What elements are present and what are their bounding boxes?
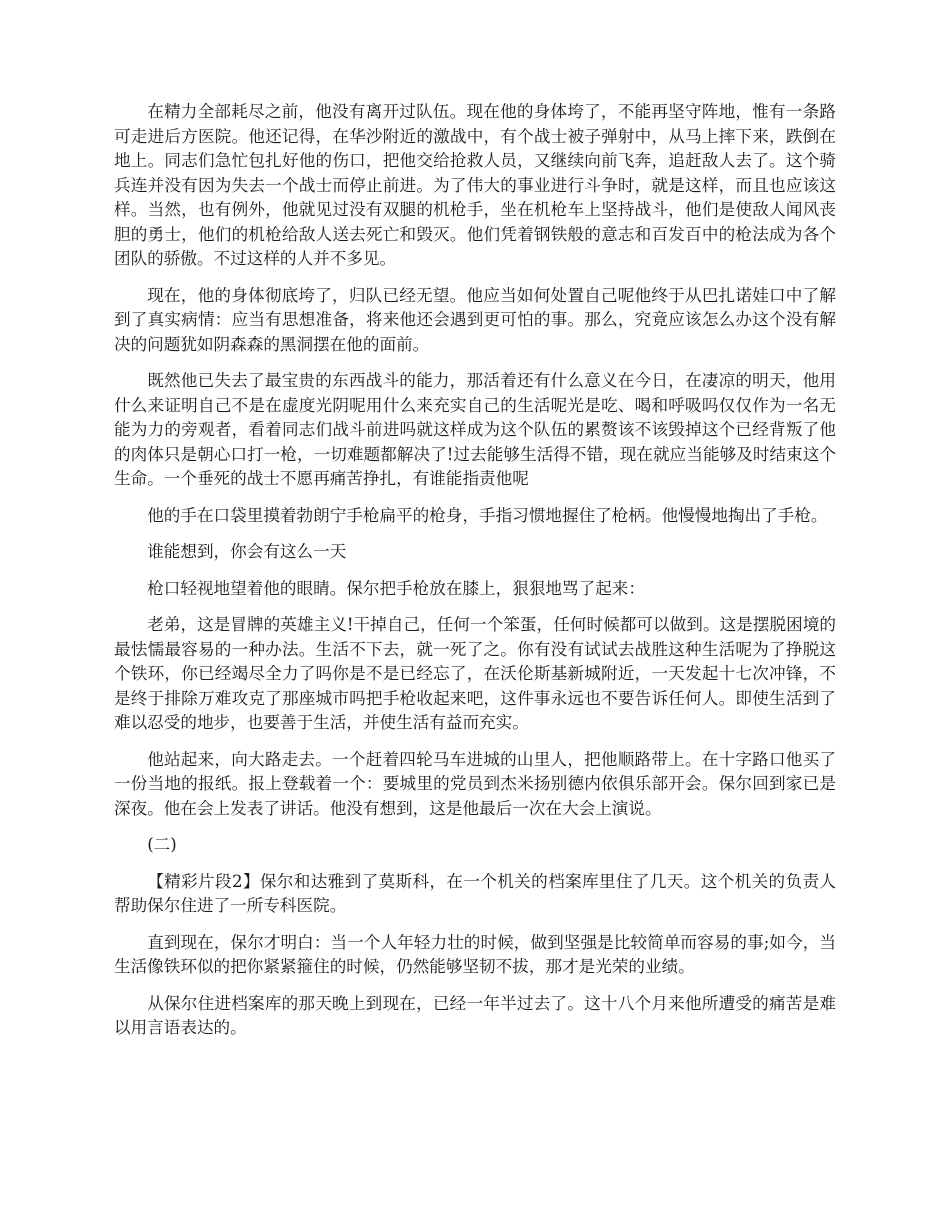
paragraph-2: 现在，他的身体彻底垮了，归队已经无望。他应当如何处置自己呢他终于从巴扎诺娃口中了解到了真实病情：应当有思想准备，将来他还会遇到更可怕的事。那么，究竟应该怎么办这个没有解决的问题犹如阴森森的黑洞摆在他的面前。 xyxy=(114,285,836,354)
paragraph-1: 在精力全部耗尽之前，他没有离开过队伍。现在他的身体垮了，不能再坚守阵地，惟有一条路可走进后方医院。他还记得，在华沙附近的激战中，有个战士被子弹射中，从马上摔下来，跌倒在地上。同志们急忙包扎好他的伤口，把他交给抢救人员，又继续向前飞奔，追赶敌人去了。这个骑兵连并没有因为失去一个战士而停止前进。为了伟大的事业进行斗争时，就是这样，而且也应该这样。当然，也有例外，他就见过没有双腿的机枪手，坐在机枪车上坚持战斗，他们是使敌人闻风丧胆的勇士，他们的机枪给敌人送去死亡和毁灭。他们凭着钢铁般的意志和百发百中的枪法成为各个团队的骄傲。不过这样的人并不多见。 xyxy=(114,102,836,268)
paragraph-9: 【精彩片段2】保尔和达雅到了莫斯科，在一个机关的档案库里住了几天。这个机关的负责人帮助保尔住进了一所专科医院。 xyxy=(114,871,836,915)
paragraph-6: 枪口轻视地望着他的眼睛。保尔把手枪放在膝上，狠狠地骂了起来： xyxy=(147,578,645,598)
paragraph-8: 他站起来，向大路走去。一个赶着四轮马车进城的山里人，把他顺路带上。在十字路口他买了一份当地的报纸。报上登载着一个：要城里的党员到杰米扬别德内依俱乐部开会。保尔回到家已是深夜。他在会上发表了讲话。他没有想到，这是他最后一次在大会上演说。 xyxy=(114,749,836,818)
section-heading: (二) xyxy=(147,835,177,854)
paragraph-10: 直到现在，保尔才明白：当一个人年轻力壮的时候，做到坚强是比较简单而容易的事;如今，当生活像铁环似的把你紧紧箍住的时候，仍然能够坚韧不拔，那才是光荣的业绩。 xyxy=(114,932,836,976)
paragraph-7: 老弟，这是冒牌的英雄主义!干掉自己，任何一个笨蛋，任何时候都可以做到。这是摆脱困境的最怯懦最容易的一种办法。生活不下去，就一死了之。你有没有试试去战胜这种生活呢为了挣脱这个铁环，你已经竭尽全力了吗你是不是已经忘了，在沃伦斯基新城附近，一天发起十七次冲锋，不是终于排除万难攻克了那座城市吗把手枪收起来吧，这件事永远也不要告诉任何人。即使生活到了难以忍受的地步，也要善于生活，并使生活有益而充实。 xyxy=(114,615,836,732)
paragraph-3: 既然他已失去了最宝贵的东西战斗的能力，那活着还有什么意义在今日，在凄凉的明天，他用什么来证明自己不是在虚度光阴呢用什么来充实自己的生活呢光是吃、喝和呼吸吗仅仅作为一名无能为力的旁观者，看着同志们战斗前进吗就这样成为这个队伍的累赘该不该毁掉这个已经背叛了他的肉体只是朝心口打一枪，一切难题都解决了!过去能够生活得不错，现在就应当能够及时结束这个生命。一个垂死的战士不愿再痛苦挣扎，有谁能指责他呢 xyxy=(114,371,836,488)
document-page xyxy=(114,100,836,1053)
paragraph-5: 谁能想到，你会有这么一天 xyxy=(147,542,347,561)
paragraph-11: 从保尔住进档案库的那天晚上到现在，已经一年半过去了。这十八个月来他所遭受的痛苦是难以用言语表达的。 xyxy=(114,993,836,1037)
paragraph-4: 他的手在口袋里摸着勃朗宁手枪扁平的枪身，手指习惯地握住了枪柄。他慢慢地掏出了手枪。 xyxy=(147,505,828,525)
